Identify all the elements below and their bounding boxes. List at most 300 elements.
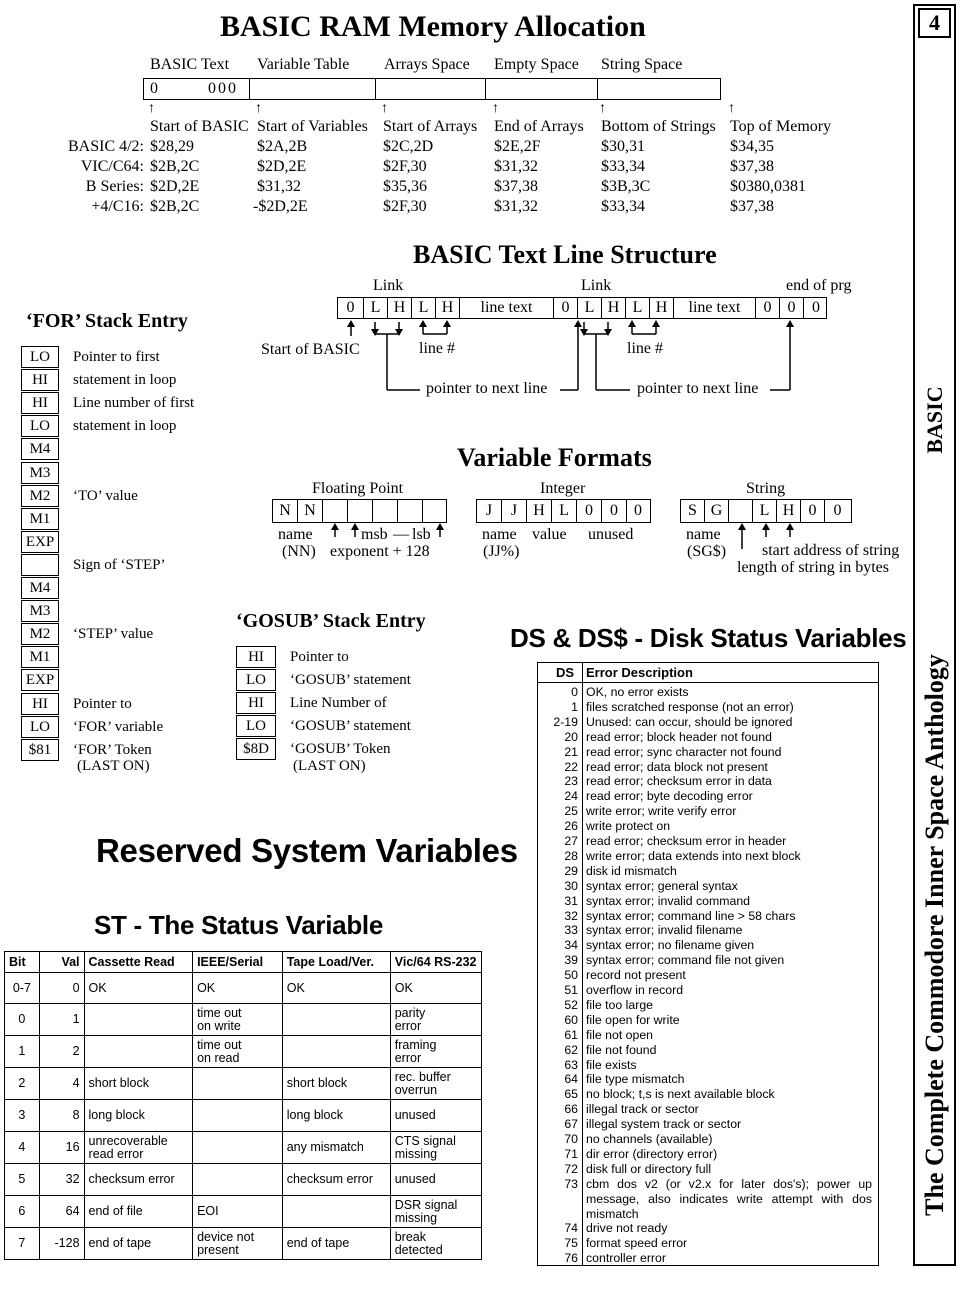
floating-point-box [272,499,447,523]
line-cell: H [436,298,460,318]
ds-header-desc: Error Description [586,665,693,680]
line-cell: 0 [338,298,364,318]
format-cell: N [298,500,323,522]
st-cell: 2 [39,1036,84,1068]
ds-code: 0 [571,685,578,699]
for-stack-cell: M1 [21,508,59,530]
gosub-cell: LO [236,669,276,691]
for-stack-cell: M2 [21,485,59,507]
line-cell: L [626,298,650,318]
st-cell: EOI [193,1196,283,1228]
gosub-desc: ‘GOSUB’ statement [290,672,411,688]
for-stack-desc: ‘STEP’ value [73,626,154,643]
format-cell: J [477,500,502,522]
ds-code: 28 [564,848,578,863]
ds-code: 21 [564,744,578,759]
format-cell [373,500,398,522]
address-value: $2F,30 [383,198,427,215]
ds-description: read error; block header not found [586,729,772,744]
address-value: $2F,30 [383,158,427,175]
st-cell [193,1132,283,1164]
st-cell: 2 [5,1068,40,1100]
st-cell [193,1068,283,1100]
string-name: name [686,526,721,543]
st-cell: 32 [39,1164,84,1196]
for-stack-cell: HI [21,369,59,391]
ds-code: 63 [564,1057,578,1072]
st-header: Cassette Read [84,952,193,973]
link-label: Link [373,277,404,294]
system-name: VIC/C64: [80,158,144,175]
ds-description: write protect on [586,819,671,834]
gosub-cell: HI [236,646,276,668]
ds-description: syntax error; command file not given [586,953,785,968]
ds-description: file open for write [586,1012,680,1027]
ds-code: 26 [564,819,578,834]
for-stack-cell: HI [21,693,59,715]
st-row [5,1100,482,1132]
ram-header: Arrays Space [384,56,470,73]
ram-header: Empty Space [494,56,579,73]
address-value: $2B,2C [150,198,200,215]
line-cell: H [388,298,412,318]
ram-title: BASIC RAM Memory Allocation [220,10,646,43]
st-row [5,1036,482,1068]
ds-description: file not open [586,1027,654,1042]
ds-code: 33 [564,923,578,938]
float-name: name [278,526,313,543]
ds-description: file type mismatch [586,1072,685,1087]
ds-code: 61 [564,1027,578,1042]
line-cell: 0 [780,298,804,318]
string-length-label: length of string in bytes [737,559,889,576]
st-cell: 4 [39,1068,84,1100]
format-cell [323,500,348,522]
st-cell: long block [282,1100,390,1132]
st-cell: 0 [5,1004,40,1036]
gosub-desc: Line Number of [290,695,387,711]
address-value: $2A,2B [257,138,308,155]
ds-description: controller error [586,1251,666,1266]
st-cell: 1 [39,1004,84,1036]
st-cell: long block [84,1100,193,1132]
ds-code: 31 [564,893,578,908]
start-of-basic-label: Start of BASIC [261,341,360,358]
st-cell: OK [282,973,390,1004]
ram-header: BASIC Text [150,56,230,73]
for-stack-desc: Pointer to first [73,349,160,365]
for-stack-cell: M2 [21,623,59,645]
ds-description: no channels (available) [586,1132,713,1146]
format-cell: J [502,500,527,522]
address-value: $2D,2E [150,178,200,195]
line-cell: line text [460,298,554,318]
address-value: $35,36 [383,178,427,195]
for-stack-desc: statement in loop [73,372,177,389]
ds-description: format speed error [586,1236,688,1251]
section-label: BASIC [922,386,947,454]
for-stack-cell: $81 [21,739,59,761]
st-header: Tape Load/Ver. [282,952,390,973]
gosub-desc: ‘GOSUB’ statement [290,718,411,734]
reserved-title: Reserved System Variables [96,832,518,869]
ds-code: 51 [564,983,578,997]
st-cell: framing error [390,1036,481,1068]
line-cell: H [602,298,626,318]
line-cell: L [364,298,388,318]
ds-code: 27 [564,834,578,848]
st-header: Bit [5,952,40,973]
format-cell: N [273,500,298,522]
book-title: The Complete Commodore Inner Space Anthology [920,654,949,1216]
st-table [4,951,482,1260]
ds-code: 71 [564,1146,578,1161]
system-name: BASIC 4/2: [67,138,144,155]
address-value: $2C,2D [383,138,434,155]
ds-description: file not found [586,1042,657,1057]
st-cell: end of tape [84,1228,193,1260]
msb-label: msb [361,526,388,543]
address-value: $2D,2E [257,158,307,175]
st-header: Vic/64 RS-232 [390,952,481,973]
ds-code: 20 [564,729,578,744]
st-cell: unused [390,1100,481,1132]
st-cell: OK [390,973,481,1004]
string-label: String [746,480,786,497]
ds-description: read error; sync character not found [586,744,782,759]
gosub-cell: LO [236,715,276,737]
for-stack-cell: M3 [21,600,59,622]
for-stack-title: ‘FOR’ Stack Entry [26,310,188,332]
ram-map-box [143,78,721,100]
ds-code: 22 [564,759,578,774]
for-stack-desc: Line number of first [73,395,195,412]
for-stack-cell: EXP [21,669,59,691]
format-cell: 0 [577,500,602,522]
pointer-label: End of Arrays [494,118,584,135]
int-unused: unused [588,526,634,543]
pointer-label: Start of Variables [257,118,368,135]
ds-code: 72 [564,1161,578,1176]
st-cell: short block [84,1068,193,1100]
st-row [5,1068,482,1100]
format-cell: L [753,500,777,522]
address-value: $33,34 [601,158,645,175]
ds-code: 25 [564,804,578,819]
up-arrow-icon: ↑ [148,101,155,116]
address-value: -$2D,2E [253,198,308,215]
up-arrow-icon: ↑ [599,101,606,116]
st-row [5,1196,482,1228]
ds-description: record not present [586,968,686,983]
gosub-cell: $8D [236,738,276,760]
variable-formats-title: Variable Formats [457,443,652,472]
ds-code: 60 [564,1012,578,1027]
ds-description: read error; checksum error in data [586,774,772,789]
msb-lsb-dash: — [393,526,409,543]
ds-code: 34 [564,938,578,953]
st-row [5,1164,482,1196]
st-cell: end of tape [282,1228,390,1260]
st-cell: break detected [390,1228,481,1260]
st-row [5,1228,482,1260]
pointer-label: Start of BASIC [150,118,249,135]
pointer-label: Start of Arrays [383,118,478,135]
for-stack-cell: M4 [21,577,59,599]
ds-description: overflow in record [586,983,684,997]
format-cell: G [705,500,729,522]
integer-label: Integer [540,480,586,497]
ds-description: syntax error; general syntax [586,878,738,893]
ds-description: syntax error; command line > 58 chars [586,908,796,923]
st-cell: 8 [39,1100,84,1132]
line-cell: 0 [756,298,780,318]
format-cell: H [527,500,552,522]
for-stack-cell: M1 [21,646,59,668]
for-stack-desc: ‘TO’ value [73,487,138,504]
pointer-label: Bottom of Strings [601,118,716,135]
st-header: Val [39,952,84,973]
st-cell: 1 [5,1036,40,1068]
gosub-stack-title: ‘GOSUB’ Stack Entry [236,610,426,632]
last-on-label: (LAST ON) [77,758,150,774]
ds-title: DS & DS$ - Disk Status Variables [510,623,907,653]
ds-code: 1 [571,699,578,714]
gosub-desc: ‘GOSUB’ Token [290,741,391,757]
for-stack-cell: LO [21,346,59,368]
ds-code: 70 [564,1132,578,1146]
line-cell: 0 [554,298,578,318]
st-cell: parity error [390,1004,481,1036]
ram-box-start: 0 [150,80,158,97]
st-row [5,973,482,1004]
format-cell: L [552,500,577,522]
format-cell [729,500,753,522]
ds-description: Unused: can occur, should be ignored [586,714,793,729]
st-cell: DSR signal missing [390,1196,481,1228]
up-arrow-icon: ↑ [381,101,388,116]
address-value: $31,32 [257,178,301,195]
format-cell: 0 [634,502,642,519]
for-stack-cell: EXP [21,531,59,553]
st-cell [282,1196,390,1228]
ds-code: 74 [564,1221,578,1236]
ram-header: Variable Table [257,56,350,73]
ds-description: read error; data block not present [586,759,768,774]
address-value: $37,38 [494,178,538,195]
for-stack-cell: LO [21,415,59,437]
address-value: $34,35 [730,138,774,155]
pointer-next-line-label: pointer to next line [426,380,548,397]
st-cell [84,1036,193,1068]
for-stack-cell: HI [21,392,59,414]
ds-code: 62 [564,1042,578,1057]
ds-description: file too large [586,997,653,1012]
line-cell: H [650,298,674,318]
pointer-label: Top of Memory [730,118,832,135]
st-cell: device not present [193,1228,283,1260]
for-stack-desc: Sign of ‘STEP’ [73,556,166,573]
format-cell: 0 [833,502,842,519]
ds-code: 76 [564,1251,578,1266]
format-cell [348,500,373,522]
st-cell [84,1004,193,1036]
for-stack-desc: Pointer to [73,695,132,712]
ram-box-value: 000 [208,80,238,97]
ds-header-code: DS [556,665,575,680]
page-number: 4 [918,8,951,38]
st-header-row [5,952,482,973]
ds-description: cbm dos v2 (or v2.x for later dos's); power up message, also indicates write attempt with dos mismatch [586,1176,872,1221]
st-cell: checksum error [84,1164,193,1196]
st-cell: -128 [39,1228,84,1260]
address-value: $2E,2F [494,138,541,155]
ds-code: 32 [564,908,578,923]
st-cell: 6 [5,1196,40,1228]
address-value: $30,31 [601,138,645,155]
st-cell: time out on write [193,1004,283,1036]
st-cell: time out on read [193,1036,283,1068]
system-name: +4/C16: [91,198,144,215]
ds-code: 2-19 [553,714,578,729]
st-cell: rec. buffer overrun [390,1068,481,1100]
ds-description: illegal system track or sector [586,1117,742,1132]
for-stack-cell: M4 [21,438,59,460]
format-cell: 0 [602,500,627,522]
up-arrow-icon: ↑ [255,101,262,116]
string-start-label: start address of string [762,542,900,559]
st-cell [282,1036,390,1068]
ds-code: 30 [564,878,578,893]
st-cell: OK [84,973,193,1004]
ds-description: drive not ready [586,1221,668,1236]
line-number-label: line # [419,340,455,357]
st-title: ST - The Status Variable [94,910,383,940]
for-stack-desc: statement in loop [73,418,177,435]
st-cell: short block [282,1068,390,1100]
ds-description: no block; t,s is next available block [586,1087,775,1102]
ds-description: syntax error; no filename given [586,938,755,953]
for-stack-cell: M3 [21,462,59,484]
line-number-label: line # [627,340,663,357]
st-cell: 16 [39,1132,84,1164]
end-of-program-label: end of prg [786,277,852,294]
st-cell: 3 [5,1100,40,1132]
string-name-sub: (SG$) [687,543,727,560]
floating-point-label: Floating Point [312,480,404,497]
int-name: name [482,526,517,543]
ds-code: 67 [564,1117,578,1132]
line-structure-title: BASIC Text Line Structure [413,240,717,269]
ds-description: file exists [586,1057,637,1072]
up-arrow-icon: ↑ [728,101,735,116]
format-cell: H [777,500,801,522]
st-cell: OK [193,973,283,1004]
ds-description: dir error (directory error) [586,1146,718,1161]
ds-code: 24 [564,789,578,804]
integer-box [476,499,651,523]
line-cell: L [412,298,436,318]
format-cell [423,500,445,522]
ds-description: OK, no error exists [586,685,689,699]
ds-description: syntax error; invalid filename [586,923,743,938]
format-cell: 0 [801,500,825,522]
st-cell: 7 [5,1228,40,1260]
ds-code: 29 [564,863,578,878]
line-cell: L [578,298,602,318]
address-value: $37,38 [730,158,774,175]
ds-code: 73 [564,1176,578,1191]
for-stack-desc: ‘FOR’ Token [73,741,152,758]
gosub-cell: HI [236,692,276,714]
int-value: value [532,526,567,543]
st-cell: 5 [5,1164,40,1196]
st-cell: end of file [84,1196,193,1228]
st-cell [282,1004,390,1036]
ds-table [537,662,879,1266]
for-stack-cell [21,554,59,576]
for-stack-desc: ‘FOR’ variable [73,718,164,735]
st-cell: CTS signal missing [390,1132,481,1164]
address-value: $37,38 [730,198,774,215]
float-name-sub: (NN) [282,543,316,560]
ds-code: 75 [564,1236,578,1251]
ds-code: 64 [564,1072,578,1087]
st-cell: 64 [39,1196,84,1228]
st-row [5,1132,482,1164]
int-name-sub: (JJ%) [483,543,520,560]
format-cell: S [681,500,705,522]
link-label: Link [581,277,612,294]
line-structure-box [337,297,827,319]
format-cell [398,500,423,522]
ds-description: read error; checksum error in header [586,834,787,848]
line-cell: line text [674,298,756,318]
pointer-next-line-label: pointer to next line [637,380,759,397]
ds-description: read error; byte decoding error [586,789,753,804]
ds-code: 39 [564,953,578,968]
address-value: $28,29 [150,138,194,155]
string-box [680,499,852,523]
st-cell [193,1164,283,1196]
up-arrow-icon: ↑ [492,101,499,116]
ds-code: 50 [564,968,578,983]
st-cell [193,1100,283,1132]
address-value: $31,32 [494,198,538,215]
address-value: $33,34 [601,198,645,215]
ds-header-row [538,663,878,683]
last-on-label: (LAST ON) [293,758,366,774]
ds-description: illegal track or sector [586,1102,699,1117]
line-cell: 0 [812,299,820,316]
ds-description: syntax error; invalid command [586,893,751,908]
ds-description: disk full or directory full [586,1161,712,1176]
st-cell: 0 [39,973,84,1004]
address-value: $2B,2C [150,158,200,175]
st-cell: unrecoverable read error [84,1132,193,1164]
st-cell: 0-7 [5,973,40,1004]
ds-code: 52 [564,997,578,1012]
exponent-label: exponent + 128 [330,543,430,560]
ds-description: write error; data extends into next block [586,848,801,863]
ds-code: 65 [564,1087,578,1102]
ds-description: disk id mismatch [586,863,677,878]
ds-description: files scratched response (not an error) [586,699,794,714]
st-cell: 4 [5,1132,40,1164]
for-stack-cell: LO [21,716,59,738]
st-header: IEEE/Serial [193,952,283,973]
st-cell: any mismatch [282,1132,390,1164]
